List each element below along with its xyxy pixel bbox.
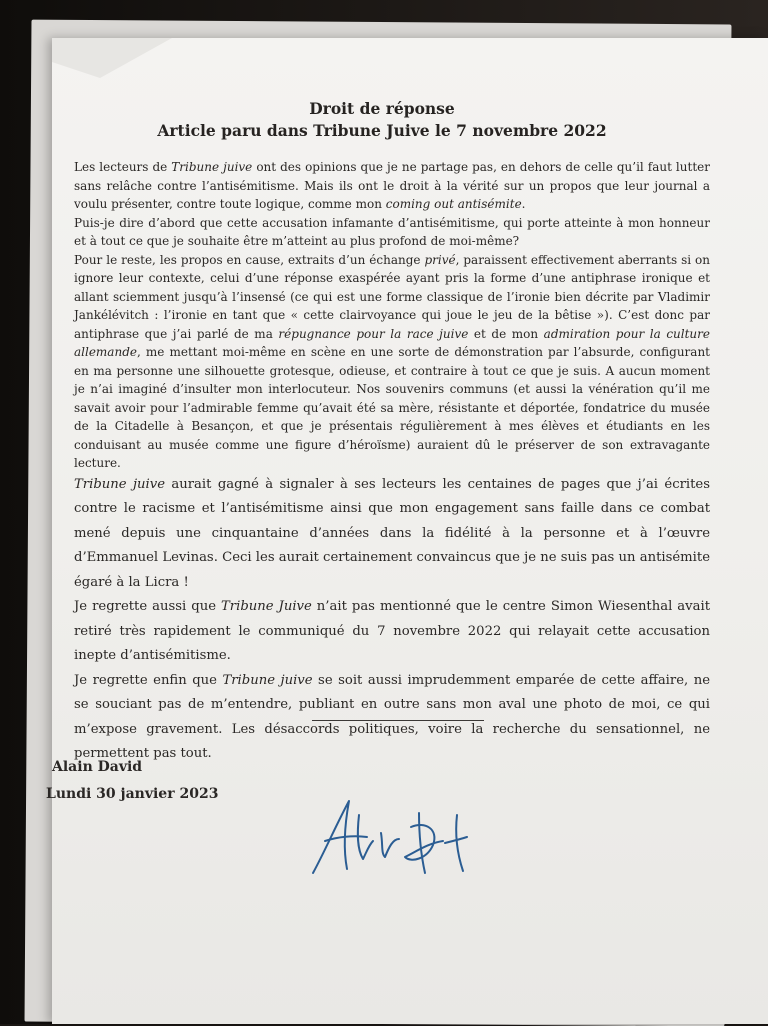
italic-phrase: Tribune juive xyxy=(222,672,313,688)
document-title: Droit de réponse xyxy=(309,99,455,118)
italic-phrase: admiration pour la culture allemande xyxy=(74,326,710,359)
text-run: Je regrette enfin que xyxy=(74,672,223,688)
italic-phrase: répugnance pour la race juive xyxy=(278,326,469,341)
text-run: . xyxy=(521,197,526,211)
author-name: Alain David xyxy=(52,759,143,775)
body-paragraph-3 xyxy=(74,251,710,473)
body-paragraph-4 xyxy=(74,473,710,596)
text-run: , paraissent effectivement aberrants si on ignore leur contexte, celui d’une réponse exaspérée ayant pris la forme d’une antiphrase ironique et allant sciemment jusqu’à l’insensé (ce qui est une forme classique de l’ironie bien décrite par Vladimir Jankélévitch : l’ironie en tant que « cette clairvoyance qui joue le jeu de la bêtise »). C’est donc par antiphrase que j’ai parlé de ma xyxy=(74,252,710,341)
document-body xyxy=(74,158,710,767)
text-run: ont des opinions que je ne partage pas, en dehors de celle qu’il faut lutter sans relâche contre l’antisémitisme. Mais ils ont le droit à la vérité sur un propos que leur journal a voulu présenter, contre toute logique, comme mon xyxy=(74,160,710,211)
text-run: Pour le reste, les propos en cause, extraits d’un échange xyxy=(74,252,425,267)
body-paragraph-1 xyxy=(74,158,710,214)
italic-phrase: Tribune juive xyxy=(171,160,253,174)
text-run: Puis-je dire d’abord que cette accusation infamante d’antisémitisme, qui porte atteinte à mon honneur et à tout ce que je souhaite être m’atteint au plus profond de moi-même? xyxy=(74,215,710,248)
body-paragraph-2 xyxy=(74,214,710,251)
text-run: et de mon xyxy=(468,326,544,341)
paper-corner-fold xyxy=(52,38,172,78)
handwritten-signature xyxy=(307,793,497,888)
signature-date: Lundi 30 janvier 2023 xyxy=(46,786,219,802)
body-paragraph-5 xyxy=(74,595,710,669)
text-run: n’ait pas mentionné que le centre Simon Wiesenthal avait retiré très rapidement le communiqué du 7 novembre 2022 qui relayait cette accusation inepte d’antisémitisme. xyxy=(74,599,710,663)
signature-block xyxy=(46,754,218,808)
text-run: aurait gagné à signaler à ses lecteurs les centaines de pages que j’ai écrites contre le racisme et l’antisémitisme ainsi que mon engagement sans faille dans ce combat mené depuis une cinquantaine d’années dans la fidélité à la personne et à l’œuvre d’Emmanuel Levinas. Ceci les aurait certainement convaincus que je ne suis pas un antisémite égaré à la Licra ! xyxy=(74,476,710,590)
italic-phrase: Tribune juive xyxy=(74,476,165,492)
italic-phrase: coming out antisémite xyxy=(385,197,522,211)
document-subtitle: Article paru dans Tribune Juive le 7 novembre 2022 xyxy=(157,121,607,140)
body-paragraph-6 xyxy=(74,669,710,767)
text-run: se soit aussi imprudemment emparée de cette affaire, ne se souciant pas de m’entendre, publiant en outre sans mon aval une photo de moi, ce qui m’expose gravement. Les désaccords politiques, voire la recherche du sensationnel, ne permettent pas tout. xyxy=(74,672,710,761)
italic-phrase: privé xyxy=(424,252,456,267)
text-run: Je regrette aussi que xyxy=(74,599,221,614)
document-header xyxy=(52,98,712,142)
paper-sheet xyxy=(46,38,768,1024)
text-run: Les lecteurs de xyxy=(74,160,172,174)
italic-phrase: Tribune Juive xyxy=(221,599,312,614)
separator-line xyxy=(312,720,484,721)
text-run: , me mettant moi-même en scène en une sorte de démonstration par l’absurde, configurant en ma personne une silhouette grotesque, odieuse, et contraire à tout ce que je suis. A aucun moment je n’ai imaginé d’insulter mon interlocuteur. Nos souvenirs communs (et aussi la vénération qu’il me savait avoir pour l’admirable femme qu’avait été sa mère, résistante et déportée, fondatrice du musée de la Citadelle à Besançon, et que je présentais régulièrement à mes élèves et étudiants en les conduisant au musée comme une figure d’héroïsme) auraient dû le préserver de son extravagante lecture. xyxy=(74,345,710,470)
